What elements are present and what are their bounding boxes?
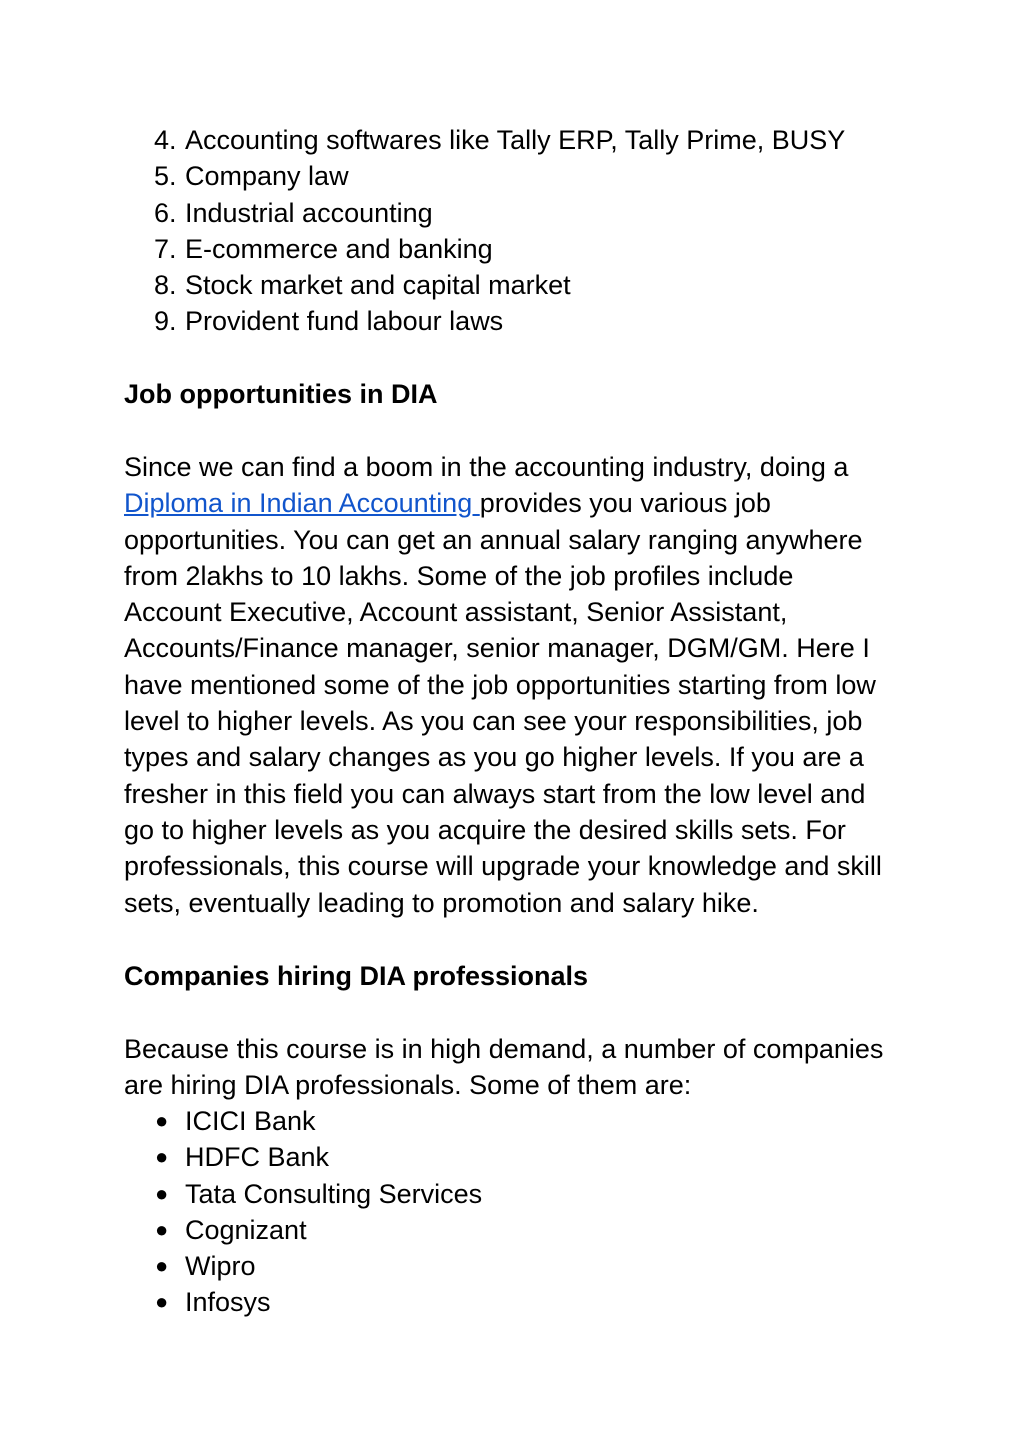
list-number: 9.: [154, 306, 177, 337]
bullet-icon: ●: [155, 1144, 169, 1170]
paragraph-text: have mentioned some of the job opportunities starting from low: [124, 669, 876, 700]
paragraph-line: [124, 703, 914, 739]
list-item-text: Provident fund labour laws: [185, 306, 504, 337]
paragraph-line: are hiring DIA professionals. Some of them are:: [124, 1070, 692, 1101]
companies-intro-paragraph: [124, 1031, 914, 1104]
list-item-text: Industrial accounting: [185, 197, 433, 228]
list-number: 4.: [154, 125, 177, 155]
paragraph-line: [124, 558, 914, 594]
list-number: 7.: [154, 233, 177, 264]
list-number: 8.: [154, 270, 177, 301]
jobs-paragraph: [124, 449, 914, 921]
list-item: [124, 122, 845, 158]
list-item: [124, 303, 845, 339]
list-item: [124, 1176, 482, 1212]
list-item: [124, 1248, 482, 1284]
bullet-icon: ●: [155, 1108, 169, 1133]
list-item: [124, 1139, 482, 1175]
list-item-text: Company law: [185, 161, 349, 192]
paragraph-text: from 2lakhs to 10 lakhs. Some of the job profiles include: [124, 560, 794, 591]
company-name: ICICI Bank: [185, 1106, 316, 1136]
paragraph-line: Because this course is in high demand, a number of companies: [124, 1034, 884, 1064]
section-heading-companies: Companies hiring DIA professionals: [124, 961, 589, 991]
bullet-icon: ●: [155, 1253, 169, 1279]
paragraph-line: [124, 594, 914, 630]
list-item: [124, 1284, 482, 1320]
paragraph-line: [124, 812, 914, 848]
paragraph-line: [124, 848, 914, 884]
paragraph-text: level to higher levels. As you can see your responsibilities, job: [124, 706, 863, 737]
bullet-icon: ●: [155, 1216, 169, 1242]
paragraph-line: [124, 776, 914, 812]
paragraph-text: Accounts/Finance manager, senior manager, DGM/GM. Here I: [124, 633, 870, 664]
company-name: Wipro: [185, 1251, 256, 1282]
paragraph-line: [124, 630, 914, 666]
paragraph-text: fresher in this field you can always start from the low level and: [124, 778, 866, 809]
list-item-text: E-commerce and banking: [185, 233, 493, 264]
list-item: [124, 231, 845, 267]
paragraph-text: go to higher levels as you acquire the desired skills sets. For: [124, 814, 846, 845]
list-number: 5.: [154, 161, 177, 192]
list-item: [124, 1103, 482, 1139]
bullet-icon: ●: [155, 1180, 169, 1206]
list-item: [124, 195, 845, 231]
list-item-text: Stock market and capital market: [185, 270, 571, 301]
paragraph-line: [124, 485, 914, 521]
paragraph-text: types and salary changes as you go higher levels. If you are a: [124, 742, 864, 773]
paragraph-text: Account Executive, Account assistant, Senior Assistant,: [124, 597, 788, 628]
diploma-link[interactable]: Diploma in Indian Accounting: [124, 488, 480, 519]
paragraph-text: professionals, this course will upgrade your knowledge and skill: [124, 851, 882, 882]
paragraph-line: [124, 667, 914, 703]
company-name: Infosys: [185, 1287, 271, 1318]
paragraph-text: Since we can find a boom in the accounting industry, doing a: [124, 452, 849, 482]
company-name: HDFC Bank: [185, 1142, 330, 1173]
list-number: 6.: [154, 197, 177, 228]
paragraph-text: sets, eventually leading to promotion and salary hike.: [124, 887, 759, 918]
topics-list: [124, 122, 845, 340]
paragraph-line: [124, 449, 914, 485]
list-item: [124, 158, 845, 194]
company-name: Tata Consulting Services: [185, 1178, 483, 1209]
companies-list: [124, 1103, 482, 1321]
list-item: [124, 1212, 482, 1248]
paragraph-text: provides you various job: [479, 488, 771, 519]
paragraph-line: [124, 739, 914, 775]
section-heading-jobs: Job opportunities in DIA: [124, 379, 438, 409]
list-item-text: Accounting softwares like Tally ERP, Tally Prime, BUSY: [185, 125, 846, 155]
list-item: [124, 267, 845, 303]
company-name: Cognizant: [185, 1214, 307, 1245]
paragraph-line: [124, 885, 914, 921]
paragraph-line: [124, 522, 914, 558]
paragraph-text: opportunities. You can get an annual salary ranging anywhere: [124, 524, 863, 555]
bullet-icon: ●: [155, 1289, 169, 1315]
